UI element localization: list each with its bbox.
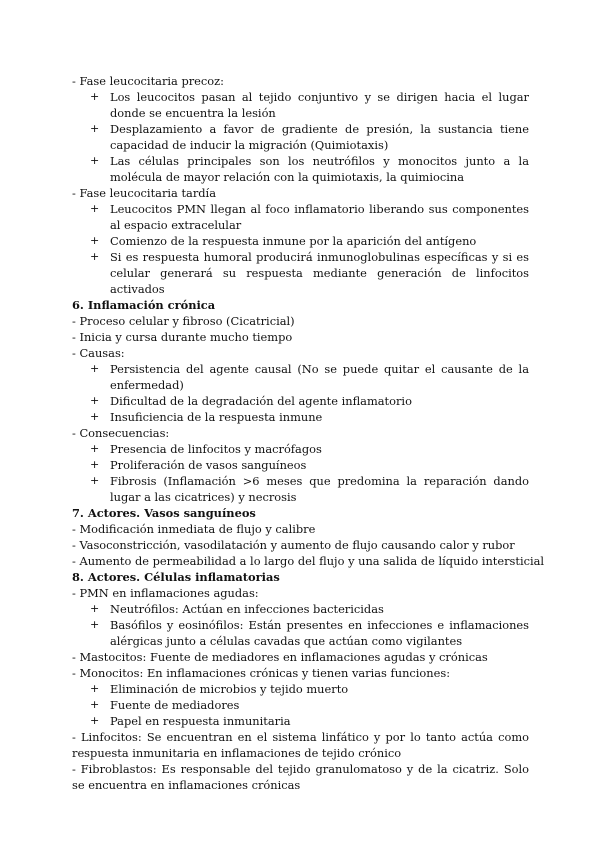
list-item [72,121,529,153]
plus-bullet-icon: + [90,714,100,727]
plus-bullet-icon: + [90,682,100,695]
list-item [72,441,529,457]
causes-label: - Causas: [72,346,125,360]
list-item [72,681,529,697]
list-item-text: Presencia de linfocitos y macrófagos [110,442,322,456]
list-item-text: Leucocitos PMN llegan al foco inflamatorio liberando sus componentes al espacio extracelular [110,202,529,232]
plus-bullet-icon: + [90,90,100,103]
list-item-text: Basófilos y eosinófilos: Están presentes en infecciones e inflamaciones alérgicas junto a células cavadas que actúan como vigilantes [110,618,529,648]
phase-late-label: - Fase leucocitaria tardía [72,186,216,200]
list-item-text: Proliferación de vasos sanguíneos [110,458,307,472]
list-item [72,473,529,505]
list-item-text: Persistencia del agente causal (No se puede quitar el causante de la enfermedad) [110,362,529,392]
plus-bullet-icon: + [90,458,100,471]
list-item-text: Eliminación de microbios y tejido muerto [110,682,349,696]
list-item [72,697,529,713]
dash-item: - Modificación inmediata de flujo y calibre [72,522,316,536]
plus-bullet-icon: + [90,618,100,631]
plus-bullet-icon: + [90,442,100,455]
list-item-text: Las células principales son los neutrófilos y monocitos junto a la molécula de mayor relación con la quimiotaxis, la quimiocina [110,154,529,184]
list-item-text: Insuficiencia de la respuesta inmune [110,410,323,424]
plus-bullet-icon: + [90,602,100,615]
plus-bullet-icon: + [90,234,100,247]
plus-bullet-icon: + [90,394,100,407]
list-item-text: Si es respuesta humoral producirá inmunoglobulinas específicas y si es celular generará su respuesta mediante generación de linfocitos activados [110,250,529,296]
dash-item: - Inicia y cursa durante mucho tiempo [72,330,293,344]
list-item-text: Desplazamiento a favor de gradiente de presión, la sustancia tiene capacidad de inducir la migración (Quimiotaxis) [110,122,529,152]
plus-bullet-icon: + [90,202,100,215]
consequences-label: - Consecuencias: [72,426,170,440]
list-item [72,361,529,393]
list-item [72,617,529,649]
dash-item: - Mastocitos: Fuente de mediadores en inflamaciones agudas y crónicas [72,650,488,664]
plus-bullet-icon: + [90,154,100,167]
list-item-text: Los leucocitos pasan al tejido conjuntivo y se dirigen hacia el lugar donde se encuentra la lesión [110,90,529,120]
dash-item: - Vasoconstricción, vasodilatación y aumento de flujo causando calor y rubor [72,538,515,552]
section-heading-cells: 8. Actores. Células inflamatorias [72,570,280,584]
dash-paragraph: - Fibroblastos: Es responsable del tejido granulomatoso y de la cicatriz. Solo se encuentra en inflamaciones crónicas [72,762,529,792]
list-item [72,201,529,233]
section-heading-vessels: 7. Actores. Vasos sanguíneos [72,506,256,520]
dash-item: - Proceso celular y fibroso (Cicatricial) [72,314,295,328]
list-item-text: Fuente de mediadores [110,698,240,712]
list-item-text: Papel en respuesta inmunitaria [110,714,291,728]
list-item [72,233,529,249]
list-item [72,89,529,121]
list-item [72,153,529,185]
dash-item: - Monocitos: En inflamaciones crónicas y tienen varias funciones: [72,666,451,680]
list-item [72,457,529,473]
plus-bullet-icon: + [90,362,100,375]
list-item [72,249,529,297]
dash-paragraph: - Linfocitos: Se encuentran en el sistema linfático y por lo tanto actúa como respuesta inmunitaria en inflamaciones de tejido crónico [72,730,529,760]
phase-early-label: - Fase leucocitaria precoz: [72,74,224,88]
pmn-label: - PMN en inflamaciones agudas: [72,586,259,600]
list-item-text: Neutrófilos: Actúan en infecciones bactericidas [110,602,384,616]
section-heading-chronic: 6. Inflamación crónica [72,298,216,312]
list-item [72,601,529,617]
plus-bullet-icon: + [90,474,100,487]
list-item-text: Comienzo de la respuesta inmune por la aparición del antígeno [110,234,477,248]
list-item [72,393,529,409]
list-item-text: Dificultad de la degradación del agente inflamatorio [110,394,412,408]
list-item [72,409,529,425]
plus-bullet-icon: + [90,250,100,263]
plus-bullet-icon: + [90,698,100,711]
list-item [72,713,529,729]
plus-bullet-icon: + [90,410,100,423]
document-page [72,73,545,793]
plus-bullet-icon: + [90,122,100,135]
dash-item: - Aumento de permeabilidad a lo largo del flujo y una salida de líquido intersticial [72,554,545,568]
list-item-text: Fibrosis (Inflamación >6 meses que predomina la reparación dando lugar a las cicatrices) y necrosis [110,474,529,504]
